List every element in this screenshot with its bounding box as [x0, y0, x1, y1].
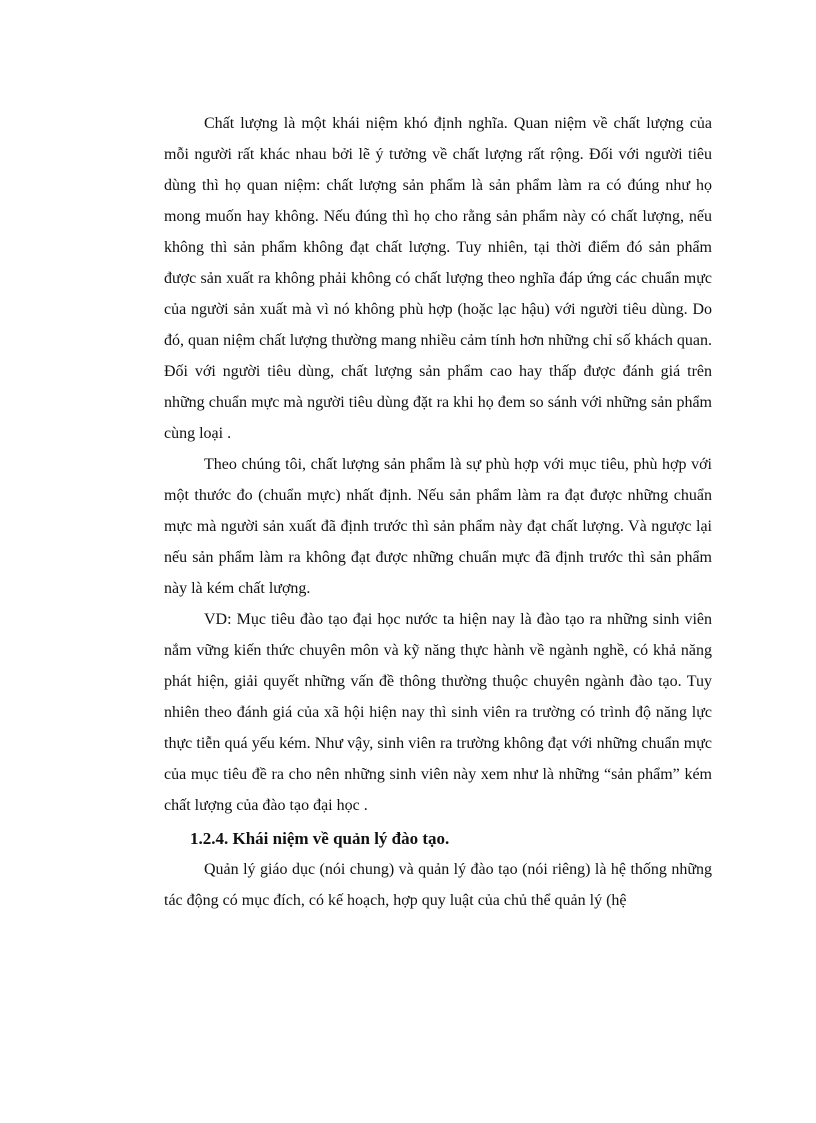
section-heading: 1.2.4. Khái niệm về quản lý đào tạo.	[190, 829, 450, 848]
document-body	[164, 108, 712, 916]
paragraph-author-view: Theo chúng tôi, chất lượng sản phẩm là sự phù hợp với mục tiêu, phù hợp với một thước đo (chuẩn mực) nhất định. Nếu sản phẩm làm ra đạt được những chuẩn mực mà người sản xuất đã định trước thì sản phẩm này đạt chất lượng. Và ngược lại nếu sản phẩm làm ra không đạt được những chuẩn mực đã định trước thì sản phẩm này là kém chất lượng.	[164, 456, 712, 597]
paragraph-example: VD: Mục tiêu đào tạo đại học nước ta hiện nay là đào tạo ra những sinh viên nắm vững kiến thức chuyên môn và kỹ năng thực hành về ngành nghề, có khả năng phát hiện, giải quyết những vấn đề thông thường thuộc chuyên ngành đào tạo. Tuy nhiên theo đánh giá của xã hội hiện nay thì sinh viên ra trường có trình độ năng lực thực tiễn quá yếu kém. Như vậy, sinh viên ra trường không đạt với những chuẩn mực của mục tiêu đề ra cho nên những sinh viên này xem như là những “sản phẩm” kém chất lượng của đào tạo đại học .	[164, 611, 712, 814]
paragraph-training-management: Quản lý giáo dục (nói chung) và quản lý đào tạo (nói riêng) là hệ thống những tác động có mục đích, có kế hoạch, hợp quy luật của chủ thể quản lý (hệ	[164, 861, 712, 909]
paragraph-quality-definition: Chất lượng là một khái niệm khó định nghĩa. Quan niệm về chất lượng của mỗi người rất khác nhau bởi lẽ ý tưởng về chất lượng rất rộng. Đối với người tiêu dùng thì họ quan niệm: chất lượng sản phẩm là sản phẩm làm ra có đúng như họ mong muốn hay không. Nếu đúng thì họ cho rằng sản phẩm này có chất lượng, nếu không thì sản phẩm không đạt chất lượng. Tuy nhiên, tại thời điểm đó sản phẩm được sản xuất ra không phải không có chất lượng theo nghĩa đáp ứng các chuẩn mực của người sản xuất mà vì nó không phù hợp (hoặc lạc hậu) với người tiêu dùng. Do đó, quan niệm chất lượng thường mang nhiều cảm tính hơn những chỉ số khách quan. Đối với người tiêu dùng, chất lượng sản phẩm cao hay thấp được đánh giá trên những chuẩn mực mà người tiêu dùng đặt ra khi họ đem so sánh với những sản phẩm cùng loại .	[164, 115, 712, 442]
